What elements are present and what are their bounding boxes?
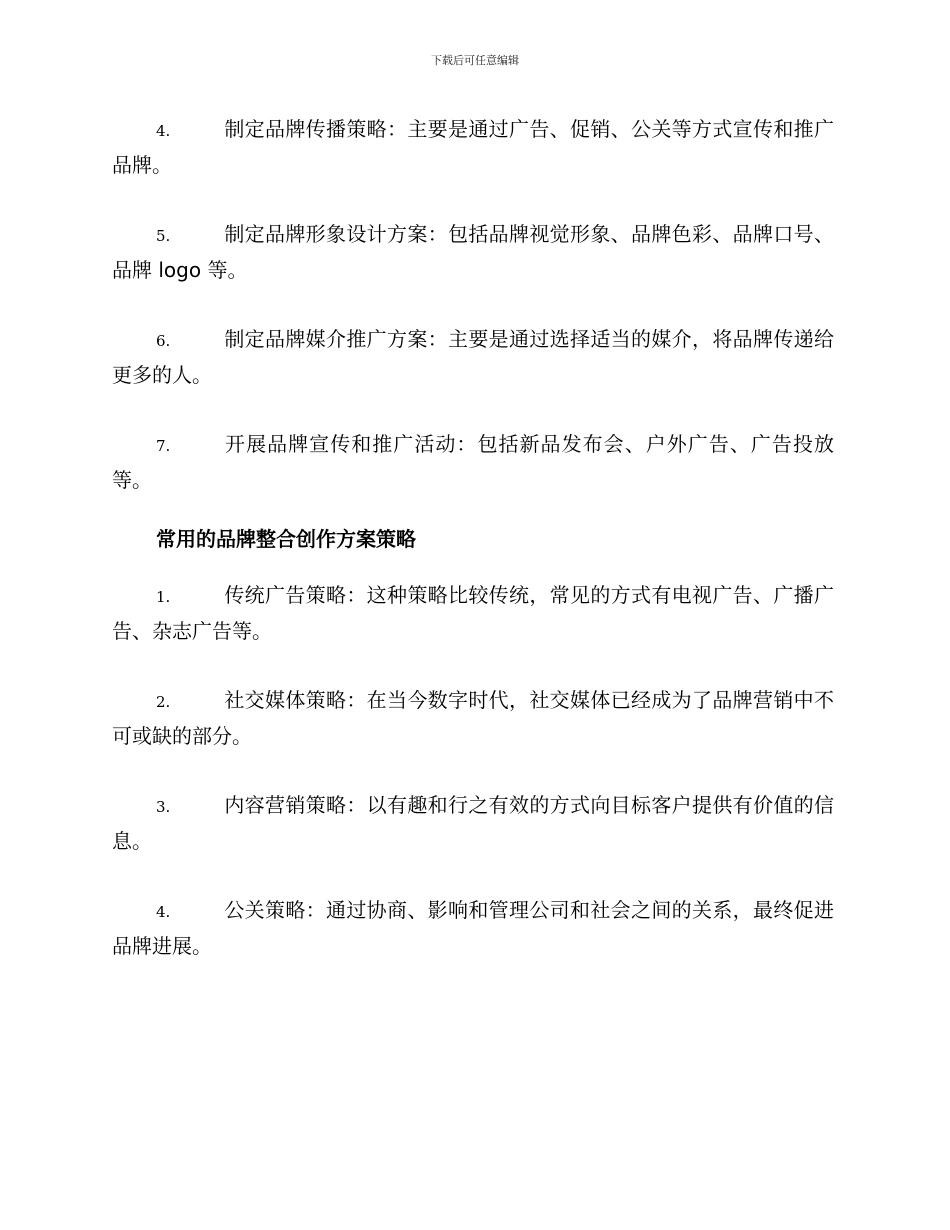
list-item-text: 制定品牌形象设计方案：包括品牌视觉形象、品牌色彩、品牌口号、品牌 logo 等。 — [112, 222, 834, 282]
list-item — [112, 217, 834, 287]
list-item-text: 传统广告策略：这种策略比较传统，常见的方式有电视广告、广播广告、杂志广告等。 — [112, 583, 834, 643]
list-item-text: 公关策略：通过协商、影响和管理公司和社会之间的关系，最终促进品牌进展。 — [112, 898, 834, 958]
list-item — [112, 578, 834, 648]
list-item-number: 3. — [156, 798, 171, 816]
section-heading: 常用的品牌整合创作方案策略 — [156, 527, 416, 551]
list-item-text: 制定品牌媒介推广方案：主要是通过选择适当的媒介，将品牌传递给更多的人。 — [112, 327, 834, 387]
list-item-number: 6. — [156, 332, 171, 350]
page-header: 下载后可任意编辑 — [431, 54, 519, 67]
list-item-number: 1. — [156, 588, 171, 606]
list-item-number: 2. — [156, 693, 171, 711]
list-item — [112, 893, 834, 963]
list-item-text: 开展品牌宣传和推广活动：包括新品发布会、户外广告、广告投放等。 — [112, 432, 834, 492]
list-item-number: 7. — [156, 437, 171, 455]
list-item-text: 社交媒体策略：在当今数字时代，社交媒体已经成为了品牌营销中不可或缺的部分。 — [112, 688, 834, 748]
list-item-number: 5. — [156, 227, 171, 245]
list-item-text: 制定品牌传播策略：主要是通过广告、促销、公关等方式宣传和推广品牌。 — [112, 117, 834, 177]
list-item — [112, 683, 834, 753]
list-item-text: 内容营销策略：以有趣和行之有效的方式向目标客户提供有价值的信息。 — [112, 793, 834, 853]
list-item-number: 4. — [156, 903, 171, 921]
document-body — [112, 112, 834, 998]
list-item — [112, 788, 834, 858]
list-item — [112, 427, 834, 497]
list-item — [112, 112, 834, 182]
list-item-number: 4. — [156, 122, 171, 140]
list-item — [112, 322, 834, 392]
